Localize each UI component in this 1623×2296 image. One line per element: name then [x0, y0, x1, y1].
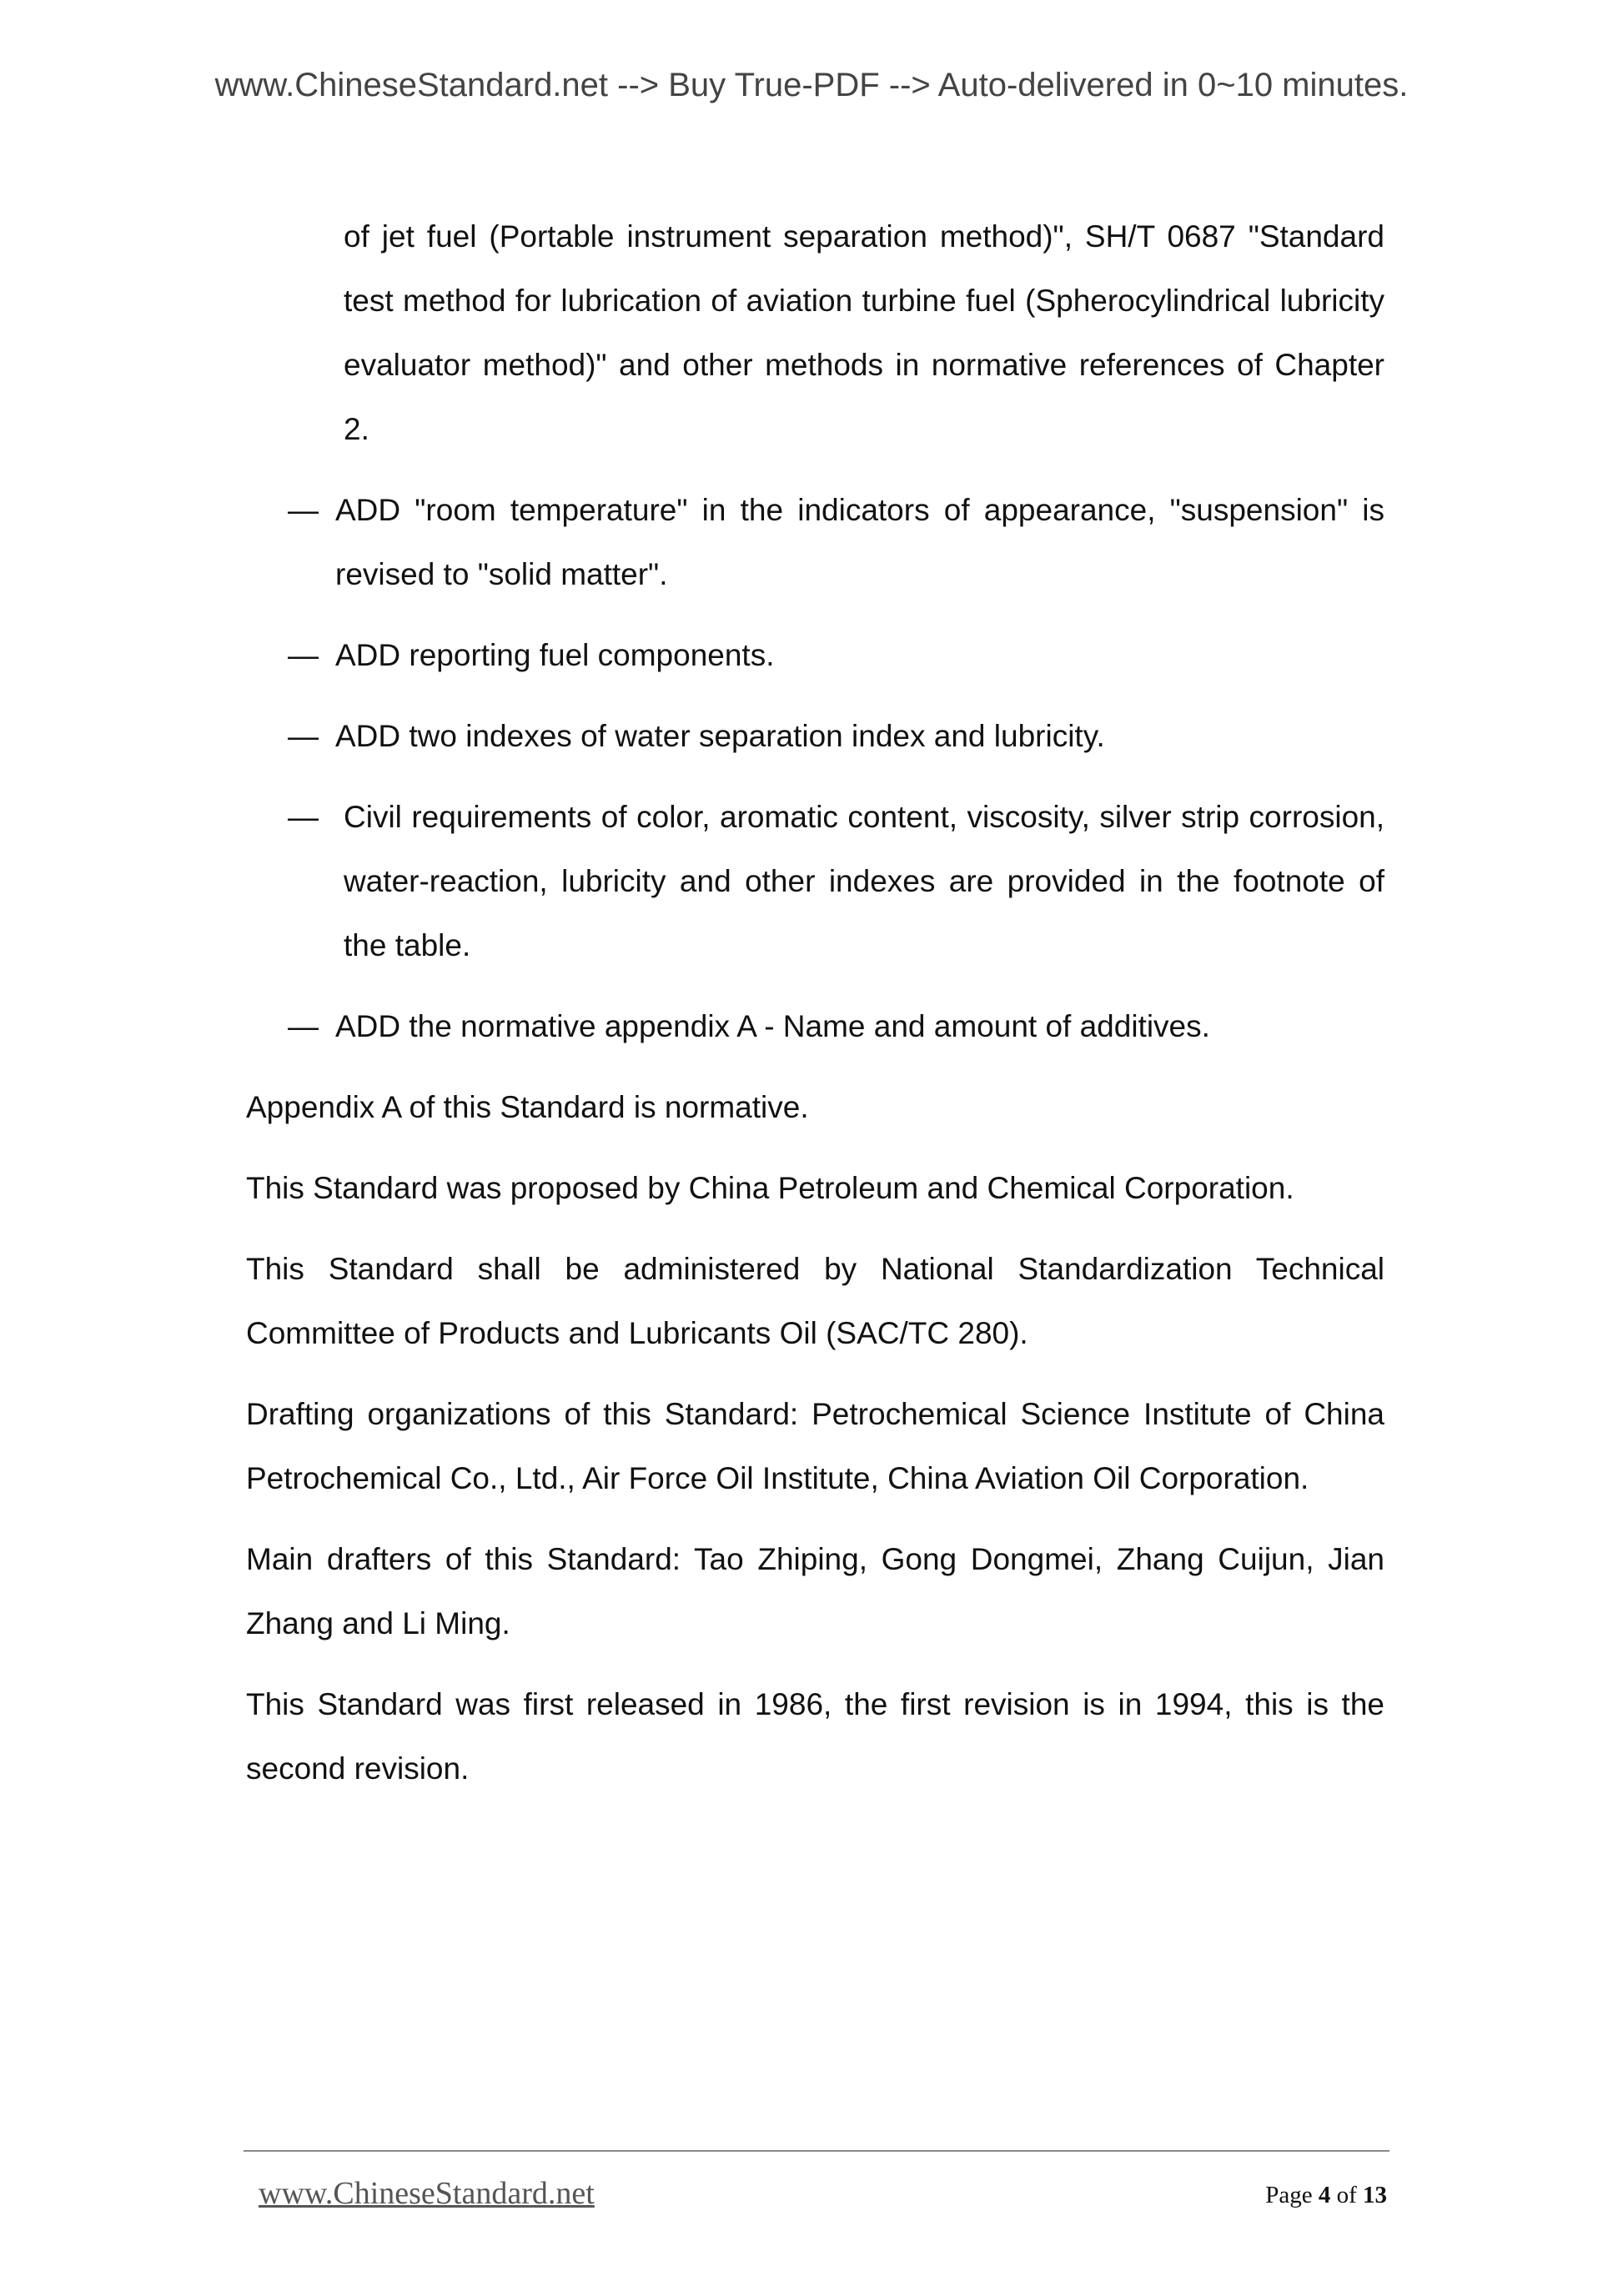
- body-paragraph: Appendix A of this Standard is normative.: [246, 1090, 809, 1124]
- body-paragraph: This Standard was proposed by China Petroleum and Chemical Corporation.: [246, 1171, 1294, 1205]
- body-paragraph: This Standard shall be administered by National Standardization Technical Committee of Products and Lubricants Oil (SAC/TC 280).: [246, 1252, 1384, 1350]
- bullet-dash: —: [288, 800, 319, 834]
- bullet-dash: —: [288, 638, 319, 672]
- body-paragraph: Drafting organizations of this Standard: Petrochemical Science Institute of China Petrochemical Co., Ltd., Air Force Oil Institute, China Aviation Oil Corporation.: [246, 1397, 1384, 1495]
- footer-divider: [244, 2150, 1389, 2152]
- bullet-text: Civil requirements of color, aromatic content, viscosity, silver strip corrosion, water-reaction, lubricity and other indexes are provided in the footnote of the table.: [344, 800, 1384, 962]
- body-paragraph: Main drafters of this Standard: Tao Zhiping, Gong Dongmei, Zhang Cuijun, Jian Zhang and Li Ming.: [246, 1542, 1384, 1640]
- bullet-item: [246, 623, 1384, 687]
- bullet-text: ADD "room temperature" in the indicators of appearance, "suspension" is revised to "solid matter".: [335, 493, 1384, 591]
- bullet-item: [246, 994, 1384, 1058]
- page-label: Page: [1265, 2182, 1313, 2208]
- body-paragraph: This Standard was first released in 1986, the first revision is in 1994, this is the second revision.: [246, 1687, 1384, 1786]
- page-number: [1265, 2182, 1387, 2209]
- page-of: of: [1336, 2182, 1357, 2208]
- bullet-item: [246, 785, 1384, 977]
- page-current: 4: [1318, 2182, 1331, 2208]
- document-body: [246, 204, 1384, 1817]
- bullet-item: [246, 478, 1384, 606]
- bullet-dash: —: [288, 719, 319, 753]
- bullet-text: ADD two indexes of water separation index and lubricity.: [335, 719, 1105, 753]
- continuation-paragraph: of jet fuel (Portable instrument separation method)", SH/T 0687 "Standard test method for lubrication of aviation turbine fuel (Spherocylindrical lubricity evaluator method)" and other methods in normative references of Chapter 2.: [344, 219, 1384, 446]
- bullet-text: ADD the normative appendix A - Name and amount of additives.: [335, 1009, 1210, 1043]
- page-header: www.ChineseStandard.net --> Buy True-PDF --> Auto-delivered in 0~10 minutes.: [214, 67, 1409, 103]
- page-total: 13: [1363, 2182, 1387, 2208]
- bullet-text: ADD reporting fuel components.: [335, 638, 775, 672]
- bullet-item: [246, 704, 1384, 768]
- bullet-dash: —: [288, 493, 319, 527]
- footer-site-link[interactable]: www.ChineseStandard.net: [259, 2176, 595, 2211]
- bullet-dash: —: [288, 1009, 319, 1043]
